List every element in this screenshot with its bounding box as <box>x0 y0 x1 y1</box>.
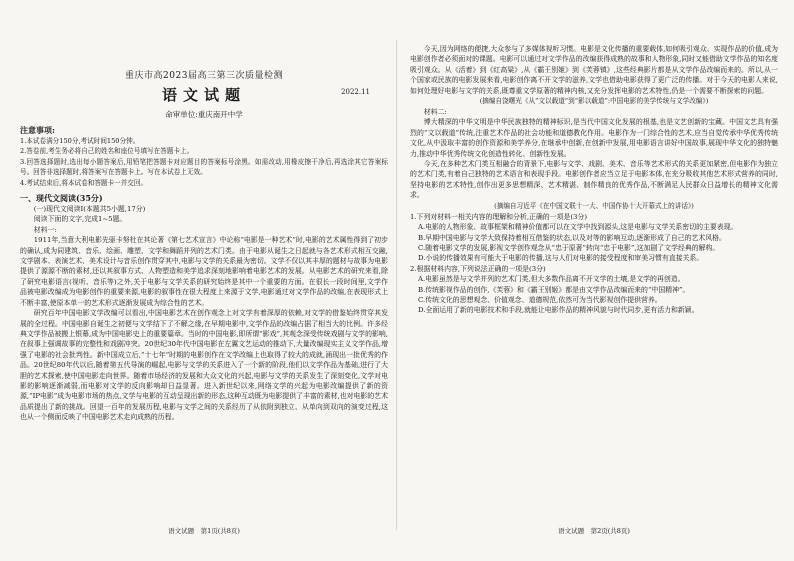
question-option: B.传统影视作品的创作,《芙蓉》和《霸王别姬》都是由文学作品改编而来的“中国精神”。 <box>418 285 690 294</box>
passage-paragraph: 今天,因为网络的便捷,大众参与了多媒体视听习惯。电影是文化传播的重要载体,如何吸引观众、实现作品的价值,成为电影创作者必须面对的课题。电影可以通过对文学作品的改编获得成熟的故事和人物形象,同时又能借助文学作品的知名度吸引观众。从《活着》到《红高粱》,从《霸王别姬》到《芙蓉镇》,这些经典影片都是从文学作品改编而来的。所以,从一个国家或民族的电影发展来看,电影创作离不开文学的滋养,文学也借助电影获得了更广泛的传播。对于今天的电影人来说,如何处理好电影与文学的关系,既尊重文学原著的精神内核,又充分发挥电影的艺术特性,仍是一个需要不断探索的问题。 <box>410 45 778 95</box>
subsection-heading: (一)现代文阅读Ⅰ(本题共5小题,17分) <box>33 205 146 214</box>
notice-item: 1.本试卷满分150分,考试时间150分钟。 <box>20 137 140 145</box>
passage-paragraph: 今天,在多种艺术门类互相融合的背景下,电影与文学、戏剧、美术、音乐等艺术形式的关系更加紧密,但电影作为独立的艺术门类,有着自己独特的艺术语言和表现手段。电影创作者应当立足于电影本体,在充分吸收其他艺术形式营养的同时,坚持电影的艺术特性,创作出更多思想精深、艺术精湛、制作精良的优秀作品,不断满足人民群众日益增长的精神文化需求。 <box>410 160 778 200</box>
page-footer-right: 语文试题 第2页(共8页) <box>558 527 630 535</box>
question-option: C.随着电影文学的发展,影视文学创作观念从“忠于原著”转向“忠于电影”,这加剧了文学经典的解构。 <box>418 243 720 252</box>
question-option: D.全面运用了新的电影技术和手段,就能让电影作品的精神风貌与时代同步,更有活力和新颖。 <box>418 306 699 315</box>
question-option: B.早期中国电影与文学大致保持着相互借鉴的状态,以及对等的影响互动,逐渐形成了自己的艺术风格。 <box>418 233 726 242</box>
subject-title <box>20 84 388 105</box>
top-spacer <box>410 0 778 44</box>
exam-date: 2022.11 <box>341 88 370 96</box>
right-column <box>410 0 778 561</box>
source-citation: (摘编自饶曙光《从“文以载道”到“影以载道”:中国电影的美学传统与文学改编》) <box>479 97 709 106</box>
material-label: 材料一: <box>33 225 57 234</box>
question-option: D.小说的传播效果有可能大于电影的传播,这与人们对电影的接受程度和审美习惯有直接关系。 <box>418 254 704 263</box>
passage-paragraph: 研究百年中国电影文学改编可以看出,中国电影艺术在创作观念上对文学有着深厚的依赖,对文学的借鉴始终贯穿其发展的全过程。中国电影自诞生之初便与文学结下了不解之缘,在早期电影中,文学作品的改编占据了相当大的比例。许多经典文学作品被搬上银幕,成为中国电影史上的重要篇章。当时的中国电影,即所谓“影戏”,其观念深受传统戏剧与文学的影响,在叙事上强调故事的完整性和戏剧冲突。20世纪30年代中国电影在左翼文艺运动的推动下,大量改编现实主义文学作品,增强了电影的社会批判性。新中国成立后,“十七年”时期的电影创作在文学改编上也取得了较大的成就,涌现出一批优秀的作品。20世纪80年代以后,随着第五代导演的崛起,电影与文学的关系进入了一个新的阶段,他们以文学作品为基础,进行了大胆的艺术探索,使中国电影走向世界。随着市场经济的发展和大众文化的兴起,电影与文学的关系发生了深刻变化,文学对电影的影响逐渐减弱,而电影对文学的反向影响却日益显著。进入新世纪以来,网络文学的兴起为电影改编提供了新的资源,“IP电影”成为电影市场的热点,文学与电影的互动呈现出新的形态,这种互动既为电影提供了丰富的素材,也对电影的艺术品质提出了新的挑战。回望一百年的发展历程,电影与文学之间的关系经历了从依附到独立、从单向到双向的演变过程,这也从一个侧面反映了中国电影艺术走向成熟的历程。 <box>20 309 388 422</box>
setter-unit: 命审单位:重庆南开中学 <box>165 110 243 119</box>
question-option: A.电影的人物形象、故事框架和精神价值都可以在文学中找到源头,这是电影与文学关系密切的主要表现。 <box>418 223 738 232</box>
exam-title: 重庆市高2023届高三第三次质量检测 <box>125 71 283 81</box>
passage-paragraph: 博大精深的中华文明是中华民族独特的精神标识,是当代中国文化发展的根基,也是文艺创新的宝藏。中国文艺具有强烈的“文以载道”传统,注重艺术作品的社会功能和道德教化作用。电影作为一门综合性的艺术,应当自觉传承中华优秀传统文化,从中汲取丰富的创作资源和美学养分,在继承中创新,在创新中发展,用电影语言讲好中国故事,展现中华文化的独特魅力,推动中华优秀传统文化创造性转化、创新性发展。 <box>410 118 778 158</box>
question-option: A.电影虽然是与文学并列的艺术门类,但大多数作品离不开文学的土壤,是文学的再创造。 <box>418 275 685 284</box>
notice-item: 2.答卷前,考生务必将自己的姓名和座位号填写在答题卡上。 <box>20 147 194 156</box>
page-footer-left: 语文试题 第1页(共8页) <box>168 527 240 535</box>
passage-paragraph: 1911年,当意大利电影先驱卡努杜在其论著《第七艺术宣言》中论称“电影是一种艺术”时,电影的艺术属性得到了初步的确认,成为同建筑、音乐、绘画、雕塑、文学和舞蹈并列的艺术门类。由于电影从诞生之日起就与各艺术形式相互交融,文学剧本、表演艺术、美术设计与音乐创作贯穿其中,电影与文学的关系最为密切。文学不仅以其丰厚的题材与故事为电影提供了源源不断的素材,还以其叙事方式、人物塑造和美学追求深刻地影响着电影艺术的发展。从电影艺术的研究来看,除了研究电影语言(视听、音乐等)之外,关于电影与文学关系的研究始终是其中一个重要的方面。在很长一段时间里,文学作品被电影改编成为电影创作的重要来源,电影的叙事性在很大程度上来源于文学,电影通过对文学作品的改编,在表现形式上不断丰富,使原本单一的艺术形式逐渐发展成为综合性的艺术。 <box>20 236 388 307</box>
question-option: C.传统文化的思想观念、价值观念、道德规范,依然可为当代影视创作提供营养。 <box>418 295 662 304</box>
left-column <box>20 0 388 561</box>
material-label: 材料二: <box>423 108 447 117</box>
notice-item: 3.回答选择题时,选出每小题答案后,用铅笔把答题卡对应题目的答案标号涂黑。如需改动,用橡皮擦干净后,再选涂其它答案标号。回答非选择题时,将答案写在答题卡上。写在本试卷上无效。 <box>20 157 388 177</box>
source-citation: (摘编自习近平《在中国文联十一大、中国作协十大开幕式上的讲话》) <box>494 201 694 210</box>
subject-title-text: 语文试题 <box>161 86 246 104</box>
notice-heading: 注意事项: <box>20 125 55 135</box>
question-2: 2.根据材料内容,下列说法正确的一项是(3分) <box>410 264 546 273</box>
section-heading: 一、现代文阅读(35分) <box>20 193 103 204</box>
instruction: 阅读下面的文字,完成1~5题。 <box>33 215 127 224</box>
column-divider <box>396 40 397 530</box>
question-1: 1.下列对材料一相关内容的理解和分析,正确的一项是(3分) <box>410 212 588 221</box>
notice-item: 4.考试结束后,将本试卷和答题卡一并交回。 <box>20 178 148 187</box>
